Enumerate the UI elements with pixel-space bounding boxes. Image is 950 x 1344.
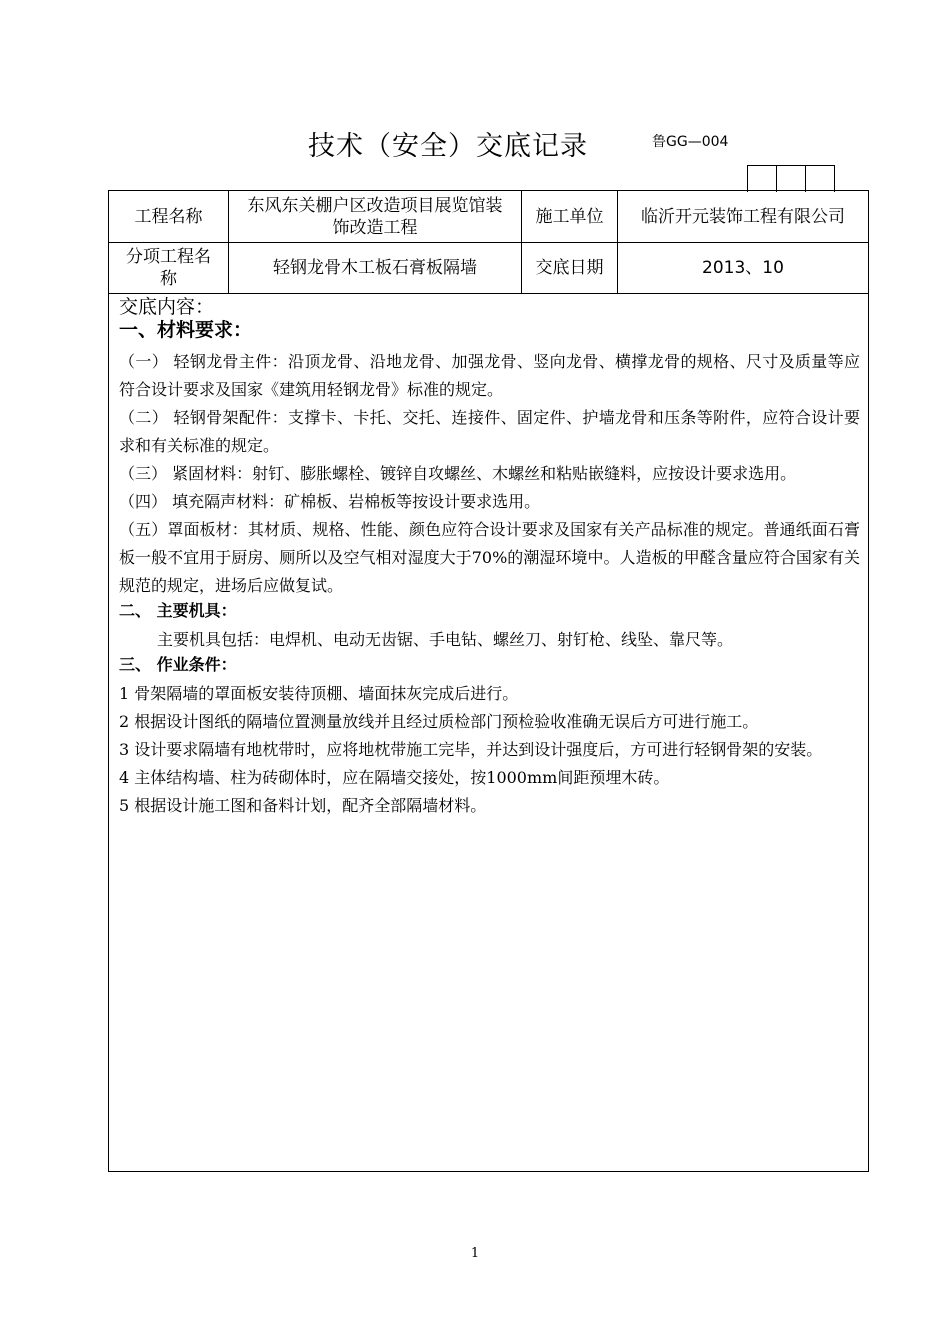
record-table — [108, 190, 869, 1172]
section-tools-title: 二、 主要机具： — [119, 601, 237, 620]
list-item: （五）罩面板材：其材质、规格、性能、颜色应符合设计要求及国家有关产品标准的规定。普通纸面石膏板一般不宜用于厨房、厕所以及空气相对湿度大于70%的潮湿环境中。人造板的甲醛含量应符合国家有关规范的规定，进场后应做复试。 — [119, 520, 860, 595]
page-number: 1 — [470, 1246, 480, 1261]
tools-text: 主要机具包括：电焊机、电动无齿锯、手电钻、螺丝刀、射钉枪、线坠、靠尺等。 — [157, 630, 734, 649]
table-row — [109, 243, 868, 294]
contractor-label: 施工单位 — [522, 191, 618, 242]
list-item: 2 根据设计图纸的隔墙位置测量放线并且经过质检部门预检验收准确无误后方可进行施工。 — [119, 712, 759, 731]
subitem-value: 轻钢龙骨木工板石膏板隔墙 — [229, 243, 522, 293]
document-title: 技术（安全）交底记录 — [308, 131, 588, 162]
signature-box — [805, 165, 835, 192]
section-materials-title: 一、材料要求： — [119, 319, 253, 341]
list-item: （二） 轻钢骨架配件：支撑卡、卡托、交托、连接件、固定件、护墙龙骨和压条等附件，应符合设计要求和有关标准的规定。 — [119, 408, 860, 455]
project-name-label: 工程名称 — [109, 191, 229, 242]
form-code: 鲁GG—004 — [652, 134, 729, 150]
subitem-label: 分项工程名称 — [109, 243, 229, 293]
table-row — [109, 191, 868, 243]
list-item: （三） 紧固材料：射钉、膨胀螺栓、镀锌自攻螺丝、木螺丝和粘贴嵌缝料，应按设计要求选用。 — [119, 464, 797, 483]
signature-box — [747, 165, 777, 192]
date-value: 2013、10 — [702, 258, 784, 278]
disclosure-content — [109, 294, 868, 820]
list-item: 5 根据设计施工图和备料计划，配齐全部隔墙材料。 — [119, 796, 487, 815]
project-name-value: 东风东关棚户区改造项目展览馆装饰改造工程 — [229, 191, 522, 242]
contractor-value: 临沂开元装饰工程有限公司 — [641, 206, 845, 227]
list-item: 3 设计要求隔墙有地枕带时，应将地枕带施工完毕，并达到设计强度后，方可进行轻钢骨架的安装。 — [119, 740, 823, 759]
section-conditions-title: 三、 作业条件： — [119, 655, 237, 674]
list-item: （一） 轻钢龙骨主件：沿顶龙骨、沿地龙骨、加强龙骨、竖向龙骨、横撑龙骨的规格、尺寸及质量等应符合设计要求及国家《建筑用轻钢龙骨》标准的规定。 — [119, 352, 860, 399]
signature-box — [776, 165, 806, 192]
content-label: 交底内容： — [119, 296, 215, 318]
signature-boxes — [748, 165, 835, 192]
list-item: 4 主体结构墙、柱为砖砌体时，应在隔墙交接处，按1000mm间距预埋木砖。 — [119, 768, 670, 787]
date-label: 交底日期 — [522, 243, 618, 293]
list-item: （四） 填充隔声材料：矿棉板、岩棉板等按设计要求选用。 — [119, 492, 541, 511]
list-item: 1 骨架隔墙的罩面板安装待顶棚、墙面抹灰完成后进行。 — [119, 684, 519, 703]
